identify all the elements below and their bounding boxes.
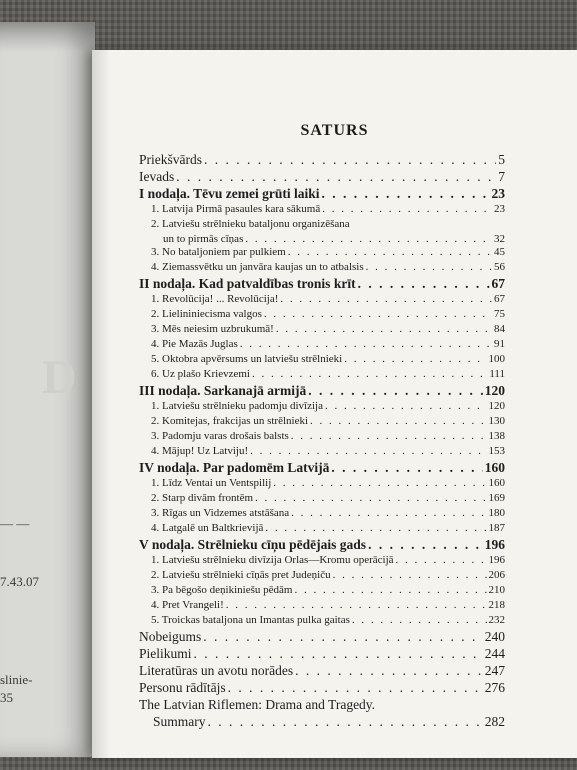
toc-leader-dots <box>264 308 492 320</box>
table-of-contents <box>139 152 505 731</box>
toc-leader-dots <box>288 246 492 258</box>
toc-entry <box>139 186 505 203</box>
toc-leader-dots <box>228 680 483 696</box>
toc-leader-dots <box>308 383 482 399</box>
toc-leader-dots <box>226 599 487 611</box>
toc-entry <box>139 293 505 308</box>
toc-entry-page: 196 <box>488 554 505 566</box>
left-fragment-dashes: — — <box>0 516 30 531</box>
toc-entry <box>139 246 505 261</box>
toc-entry-page: 196 <box>484 537 505 552</box>
toc-entry-label: III nodaļa. Sarkanajā armijā <box>139 383 307 398</box>
toc-entry-label: Pielikumi <box>139 646 192 661</box>
toc-leader-dots <box>176 169 496 185</box>
toc-leader-dots <box>322 186 490 202</box>
toc-entry-label: 4. Ziemassvētku un janvāra kaujas un to atbalsis <box>151 261 364 273</box>
toc-entry-label: 2. Lielininiecisma valgos <box>151 308 262 320</box>
toc-entry-page: 7 <box>498 169 505 184</box>
toc-entry-label: 3. Padomju varas drošais balsts <box>151 430 289 442</box>
left-fragment-number: 35 <box>0 690 13 705</box>
toc-leader-dots <box>295 663 483 679</box>
toc-entry-label: 5. Troickas bataljona un Imantas pulka gaitas <box>151 614 350 626</box>
toc-entry-page: 67 <box>494 293 505 305</box>
toc-entry-label: 4. Latgalē un Baltkrievijā <box>151 522 264 534</box>
toc-entry-page: 56 <box>494 261 505 273</box>
toc-entry-page: 45 <box>494 246 505 258</box>
toc-leader-dots <box>203 629 483 645</box>
toc-entry <box>139 507 505 522</box>
toc-leader-dots <box>273 477 486 489</box>
toc-entry-page: 276 <box>484 680 505 695</box>
toc-leader-dots <box>333 569 487 581</box>
toc-entry <box>139 338 505 353</box>
toc-entry-label: 6. Uz plašo Krievzemi <box>151 368 250 380</box>
left-page-shadow <box>0 22 95 52</box>
toc-entry-page: 111 <box>489 368 505 380</box>
toc-entry-page: 130 <box>488 415 505 427</box>
toc-entry-page: 218 <box>488 599 505 611</box>
toc-entry-label: un to pirmās cīņas <box>163 233 244 245</box>
toc-entry-page: 153 <box>488 445 505 457</box>
toc-entry-label: 5. Oktobra apvērsums un latviešu strēlnieki <box>151 353 343 365</box>
toc-entry-page: 23 <box>491 186 505 201</box>
toc-entry-page: 210 <box>488 584 505 596</box>
toc-entry-label: 3. Mēs neiesim uzbrukumā! <box>151 323 274 335</box>
toc-leader-dots <box>204 152 496 168</box>
toc-entry-page: 169 <box>488 492 505 504</box>
toc-entry-page: 120 <box>484 383 505 398</box>
toc-entry <box>139 584 505 599</box>
toc-entry-label: V nodaļa. Strēlnieku cīņu pēdējais gads <box>139 537 367 552</box>
toc-entry-label: 4. Pret Vrangeli! <box>151 599 224 611</box>
toc-leader-dots <box>368 537 483 553</box>
toc-leader-dots <box>344 353 486 365</box>
toc-leader-dots <box>366 261 492 273</box>
toc-entry <box>139 218 505 233</box>
toc-entry <box>139 492 505 507</box>
toc-entry-label: 1. Līdz Ventai un Ventspilij <box>151 477 272 489</box>
toc-entry-label: Nobeigums <box>139 629 202 644</box>
toc-leader-dots <box>240 338 492 350</box>
toc-entry <box>139 152 505 169</box>
toc-leader-dots <box>325 400 487 412</box>
toc-leader-dots <box>276 323 492 335</box>
toc-leader-dots <box>358 276 490 292</box>
toc-leader-dots <box>352 614 487 626</box>
toc-entry <box>139 169 505 186</box>
toc-entry-label: IV nodaļa. Par padomēm Latvijā <box>139 460 330 475</box>
toc-entry <box>139 599 505 614</box>
toc-entry <box>139 203 505 218</box>
toc-entry <box>139 697 505 714</box>
toc-entry-page: 187 <box>488 522 505 534</box>
toc-entry <box>139 276 505 293</box>
toc-leader-dots <box>291 507 486 519</box>
toc-entry <box>139 368 505 383</box>
toc-entry-page: 160 <box>488 477 505 489</box>
toc-entry-label: 3. Rīgas un Vidzemes atstāšana <box>151 507 290 519</box>
toc-entry <box>139 663 505 680</box>
toc-entry-page: 232 <box>488 614 505 626</box>
toc-entry-page: 100 <box>488 353 505 365</box>
toc-entry-label: 1. Latviešu strēlnieku divīzija Orlas—Kromu operācijā <box>151 554 394 566</box>
toc-entry-label: 3. No bataljoniem par pulkiem <box>151 246 286 258</box>
toc-leader-dots <box>265 522 486 534</box>
toc-leader-dots <box>280 293 492 305</box>
toc-entry-label: 2. Latviešu strēlnieku bataljonu organizēšana <box>151 218 350 230</box>
toc-entry <box>139 614 505 629</box>
toc-entry-label: Literatūras un avotu norādes <box>139 663 294 678</box>
toc-entry-page: 206 <box>488 569 505 581</box>
toc-leader-dots <box>245 233 492 245</box>
toc-entry <box>139 680 505 697</box>
toc-entry-label: I nodaļa. Tēvu zemei grūti laiki <box>139 186 320 201</box>
toc-entry <box>139 629 505 646</box>
toc-entry <box>139 522 505 537</box>
toc-entry-page: 247 <box>484 663 505 678</box>
toc-leader-dots <box>250 445 486 457</box>
toc-entry <box>139 554 505 569</box>
toc-entry-page: 244 <box>484 646 505 661</box>
toc-entry-page: 84 <box>494 323 505 335</box>
left-fragment-code: 7.43.07 <box>0 574 39 589</box>
toc-entry-page: 180 <box>488 507 505 519</box>
toc-entry-label: Ievads <box>139 169 175 184</box>
toc-entry <box>139 308 505 323</box>
toc-entry-page: 160 <box>484 460 505 475</box>
toc-leader-dots <box>310 415 486 427</box>
toc-entry <box>139 714 505 731</box>
toc-entry-page: 23 <box>494 203 505 215</box>
toc-entry-label: II nodaļa. Kad patvaldības tronis krīt <box>139 276 356 291</box>
toc-leader-dots <box>208 714 483 730</box>
left-fragment-word: slinie- <box>0 672 33 687</box>
toc-entry <box>139 430 505 445</box>
toc-entry-label: 1. Revolūcija! ... Revolūcija! <box>151 293 279 305</box>
toc-entry <box>139 383 505 400</box>
toc-entry-label: 2. Komitejas, frakcijas un strēlnieki <box>151 415 309 427</box>
toc-entry <box>139 569 505 584</box>
toc-entry-label: 3. Pa bēgošo deņikiniešu pēdām <box>151 584 293 596</box>
toc-entry-page: 240 <box>484 629 505 644</box>
toc-entry <box>139 477 505 492</box>
toc-title: SATURS <box>300 122 369 139</box>
toc-entry-label: 4. Mājup! Uz Latviju! <box>151 445 249 457</box>
toc-leader-dots <box>396 554 487 566</box>
toc-entry-page: 75 <box>494 308 505 320</box>
toc-entry <box>139 400 505 415</box>
toc-entry <box>139 460 505 477</box>
toc-entry-label: 1. Latviešu strēlnieku padomju divīzija <box>151 400 323 412</box>
toc-entry-page: 67 <box>491 276 505 291</box>
toc-entry-label: 4. Pie Mazās Juglas <box>151 338 238 350</box>
toc-entry <box>139 323 505 338</box>
toc-entry-page: 5 <box>498 152 505 167</box>
toc-leader-dots <box>291 430 487 442</box>
toc-entry-page: 91 <box>494 338 505 350</box>
left-page-letter: D <box>42 351 79 404</box>
toc-leader-dots <box>322 203 492 215</box>
toc-entry <box>139 353 505 368</box>
toc-entry-page: 282 <box>484 714 505 729</box>
toc-entry <box>139 646 505 663</box>
toc-leader-dots <box>294 584 486 596</box>
toc-leader-dots <box>194 646 483 662</box>
toc-entry-label: 2. Starp divām frontēm <box>151 492 254 504</box>
toc-leader-dots <box>255 492 486 504</box>
toc-entry-label: Summary <box>153 714 206 729</box>
toc-entry-label: 1. Latvija Pirmā pasaules kara sākumā <box>151 203 321 215</box>
toc-entry <box>139 233 505 246</box>
toc-entry-page: 120 <box>488 400 505 412</box>
toc-entry-page: 32 <box>494 233 505 245</box>
toc-entry <box>139 537 505 554</box>
toc-entry-label: Priekšvārds <box>139 152 202 167</box>
toc-entry-label: The Latvian Riflemen: Drama and Tragedy. <box>139 697 376 712</box>
toc-entry-label: Personu rādītājs <box>139 680 226 695</box>
toc-entry <box>139 415 505 430</box>
toc-entry <box>139 445 505 460</box>
toc-leader-dots <box>252 368 487 380</box>
toc-entry-page: 138 <box>488 430 505 442</box>
toc-entry-label: 2. Latviešu strēlnieki cīņās pret Judeņiču <box>151 569 331 581</box>
toc-leader-dots <box>331 460 482 476</box>
toc-entry <box>139 261 505 276</box>
